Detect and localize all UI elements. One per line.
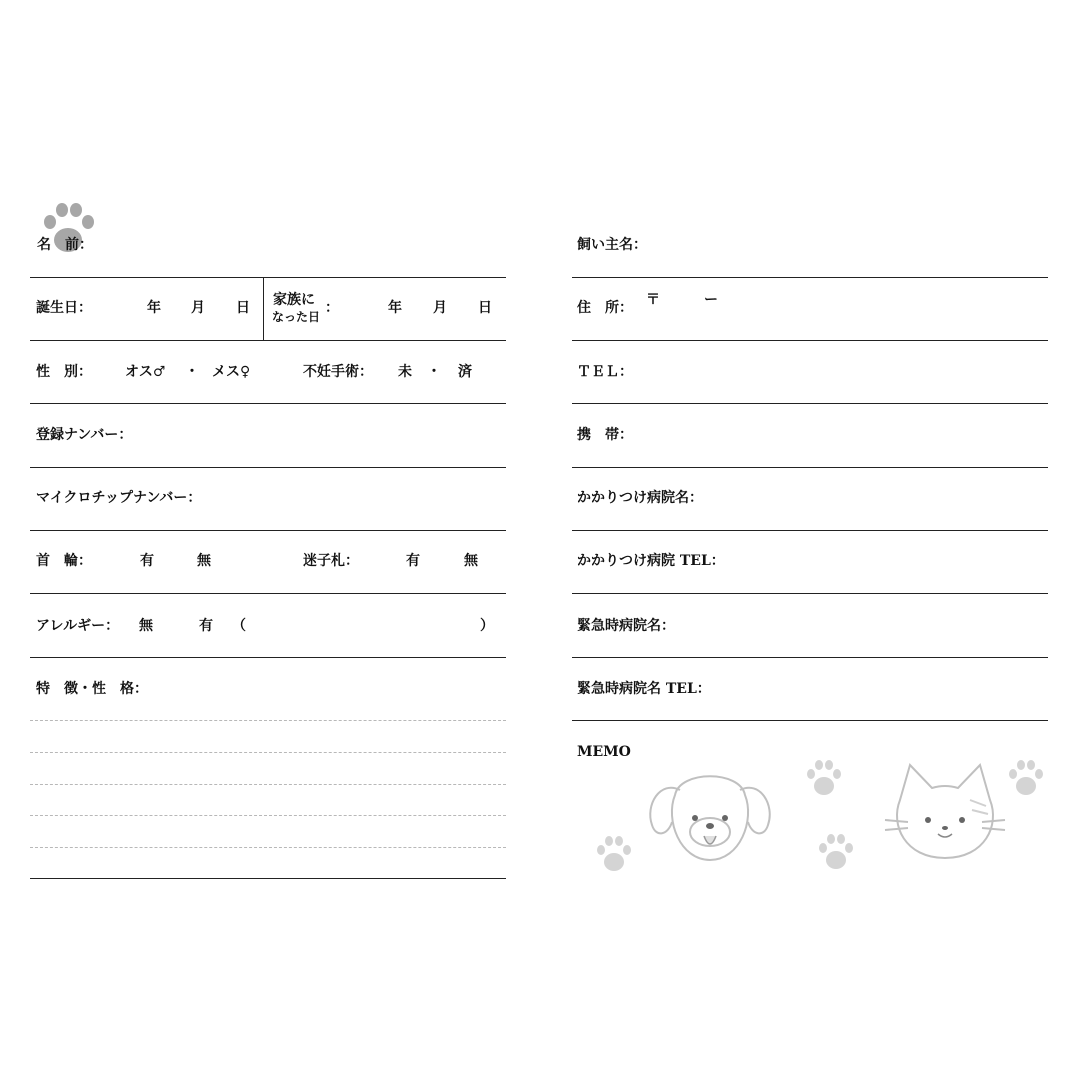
collar-yes: 有 — [140, 553, 154, 569]
divider — [572, 593, 1048, 594]
mobile-label: 携 帯： — [577, 427, 633, 443]
address-label: 住 所： — [577, 300, 633, 316]
tag-no: 無 — [464, 553, 478, 569]
postal-dash: ー — [704, 292, 718, 308]
divider — [30, 340, 506, 341]
birthday-day: 日 — [236, 300, 250, 316]
family-month: 月 — [433, 300, 447, 316]
tag-yes: 有 — [406, 553, 420, 569]
dog-face-icon — [640, 760, 780, 870]
allergy-open-paren: （ — [232, 618, 246, 634]
writing-line — [30, 720, 506, 721]
allergy-label: アレルギー： — [36, 618, 120, 634]
owner-label: 飼い主名： — [577, 237, 647, 253]
paw-icon — [804, 756, 844, 800]
divider — [30, 467, 506, 468]
neuter-done: 済 — [458, 364, 472, 380]
divider — [263, 277, 264, 340]
neuter-label: 不妊手術： — [303, 364, 373, 380]
writing-line — [30, 815, 506, 816]
vet-tel-label: かかりつけ病院 TEL： — [577, 553, 725, 569]
memo-label: MEMO — [577, 744, 631, 760]
allergy-no: 無 — [139, 618, 153, 634]
birthday-label: 誕生日： — [36, 300, 92, 316]
sex-female: メス♀ — [212, 364, 251, 380]
divider — [572, 720, 1048, 721]
divider — [572, 467, 1048, 468]
divider — [30, 657, 506, 658]
neuter-dot: ・ — [427, 364, 441, 380]
family-year: 年 — [388, 300, 402, 316]
allergy-yes: 有 — [199, 618, 213, 634]
divider — [572, 277, 1048, 278]
writing-line — [30, 752, 506, 753]
birthday-year: 年 — [147, 300, 161, 316]
allergy-close-paren: ） — [480, 618, 494, 634]
collar-no: 無 — [197, 553, 211, 569]
registration-label: 登録ナンバー： — [36, 427, 133, 443]
divider — [572, 657, 1048, 658]
paw-icon — [594, 832, 634, 876]
family-label-line1: 家族に — [273, 292, 315, 308]
family-colon: ： — [325, 300, 339, 316]
birthday-month: 月 — [191, 300, 205, 316]
divider — [30, 403, 506, 404]
cat-face-icon — [880, 760, 1010, 865]
divider — [30, 277, 506, 278]
tag-label: 迷子札： — [303, 553, 359, 569]
emergency-name-label: 緊急時病院名： — [577, 618, 675, 634]
paw-icon — [816, 830, 856, 874]
paw-icon — [1006, 756, 1046, 800]
divider — [572, 403, 1048, 404]
microchip-label: マイクロチップナンバー： — [36, 490, 202, 506]
tel-label: ＴＥＬ： — [577, 364, 633, 380]
divider — [572, 530, 1048, 531]
sex-dot: ・ — [185, 364, 199, 380]
family-day: 日 — [478, 300, 492, 316]
name-label: 名 前： — [37, 237, 93, 253]
writing-line — [30, 847, 506, 848]
vet-name-label: かかりつけ病院名： — [577, 490, 703, 506]
divider — [30, 878, 506, 879]
writing-line — [30, 784, 506, 785]
sex-label: 性 別： — [36, 364, 92, 380]
family-label-line2: なった日 — [272, 310, 321, 324]
postal-mark: 〒 — [646, 292, 660, 308]
divider — [30, 593, 506, 594]
sex-male: オス♂ — [125, 364, 166, 380]
traits-label: 特 徴・性 格： — [36, 681, 148, 697]
neuter-not: 未 — [398, 364, 412, 380]
collar-label: 首 輪： — [36, 553, 92, 569]
divider — [30, 530, 506, 531]
emergency-tel-label: 緊急時病院名 TEL： — [577, 681, 711, 697]
divider — [572, 340, 1048, 341]
